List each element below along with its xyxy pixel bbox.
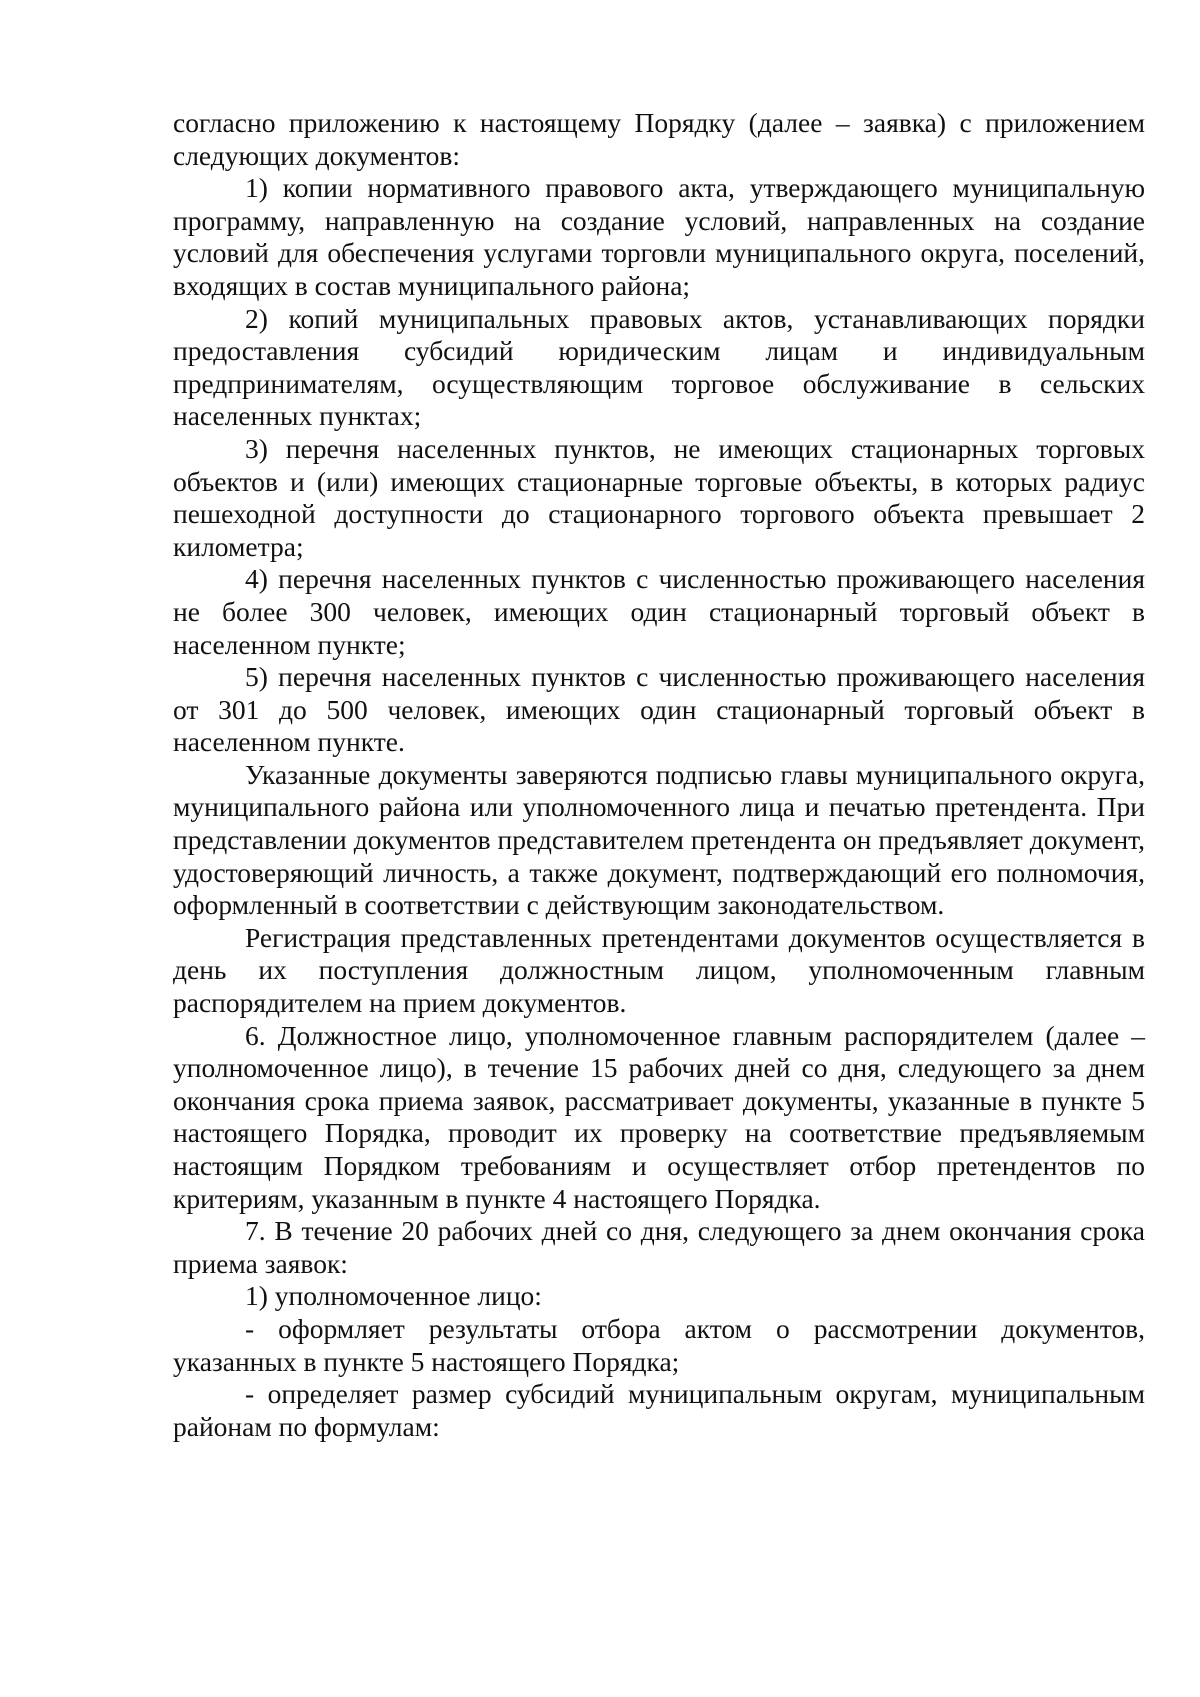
paragraph-item-4: 4) перечня населенных пунктов с численностью проживающего населения не более 300 человек, имеющих один стационарный торговый объект в населенном пункте; [173,563,1145,660]
paragraph-section-6: 6. Должностное лицо, уполномоченное главным распорядителем (далее – уполномоченное лицо), в течение 15 рабочих дней со дня, следующего за днем окончания срока приема заявок, рассматривает документы, указанные в пункте 5 настоящего Порядка, проводит их проверку на соответствие предъявляемым настоящим Порядком требованиям и осуществляет отбор претендентов по критериям, указанным в пункте 4 настоящего Порядка. [173,1019,1145,1214]
paragraph-item-2: 2) копий муниципальных правовых актов, устанавливающих порядки предоставления субсидий юридическим лицам и индивидуальным предпринимателям, осуществляющим торговое обслуживание в сельских населенных пунктах; [173,302,1145,432]
paragraph-intro: согласно приложению к настоящему Порядку (далее – заявка) с приложением следующих документов: [173,107,1145,171]
paragraph-subitem-1: 1) уполномоченное лицо: [245,1280,542,1312]
paragraph-item-5: 5) перечня населенных пунктов с численностью проживающего населения от 301 до 500 человек, имеющих один стационарный торговый объект в населенном пункте. [173,661,1145,758]
document-page [173,107,1145,1443]
paragraph-dash-1: - оформляет результаты отбора актом о рассмотрении документов, указанных в пункте 5 настоящего Порядка; [173,1312,1145,1377]
paragraph-dash-2: - определяет размер субсидий муниципальным округам, муниципальным районам по формулам: [173,1378,1145,1442]
paragraph-item-3: 3) перечня населенных пунктов, не имеющих стационарных торговых объектов и (или) имеющих стационарные торговые объекты, в которых радиус пешеходной доступности до стационарного торгового объекта превышает 2 километра; [173,432,1145,562]
paragraph-item-1: 1) копии нормативного правового акта, утверждающего муниципальную программу, направленную на создание условий, направленных на создание условий для обеспечения услугами торговли муниципального округа, поселений, входящих в состав муниципального района; [173,172,1145,301]
paragraph-registration: Регистрация представленных претендентами документов осуществляется в день их поступления должностным лицом, уполномоченным главным распорядителем на прием документов. [173,921,1145,1019]
paragraph-section-7: 7. В течение 20 рабочих дней со дня, следующего за днем окончания срока приема заявок: [173,1215,1145,1279]
paragraph-certification: Указанные документы заверяются подписью главы муниципального округа, муниципального района или уполномоченного лица и печатью претендента. При представлении документов представителем претендента он предъявляет документ, удостоверяющий личность, а также документ, подтверждающий его полномочия, оформленный в соответствии с действующим законодательством. [173,758,1145,921]
